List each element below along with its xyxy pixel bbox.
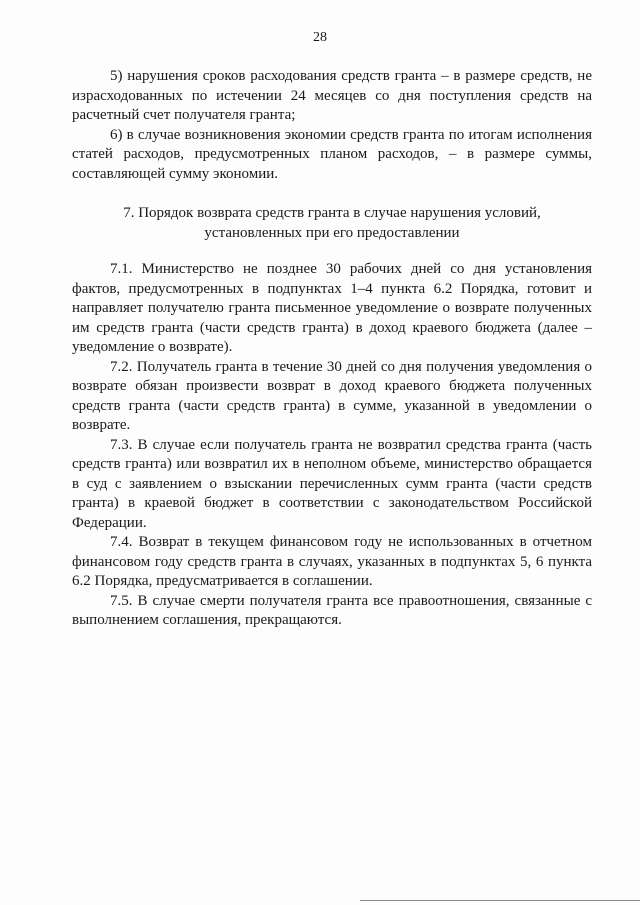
section-heading bbox=[72, 203, 592, 243]
page-number: 28 bbox=[313, 30, 327, 45]
document-body bbox=[72, 67, 592, 631]
section-heading-line-1: 7. Порядок возврата средств гранта в случае нарушения условий, bbox=[123, 205, 541, 221]
paragraph-7-3: 7.3. В случае если получатель гранта не возвратил средства гранта (часть средств гранта) или возвратил их в неполном объеме, министерство обращается в суд с заявлением о взыскании перечисленных сумм гранта (части средств гранта) в краевой бюджет в соответствии с законодательством Российской Федерации. bbox=[72, 436, 592, 531]
paragraph-7-1: 7.1. Министерство не позднее 30 рабочих дней со дня установления фактов, предусмотренных в подпунктах 1–4 пункта 6.2 Порядка, готовит и направляет получателю гранта письменное уведомление о возврате полученных им средств гранта (части средств гранта) в доход краевого бюджета (далее – уведомление о возврате). bbox=[72, 261, 592, 355]
paragraph-7-2: 7.2. Получатель гранта в течение 30 дней со дня получения уведомления о возврате обязан произвести возврат в доход краевого бюджета полученных средств гранта (части средств гранта) в сумме, указанной в уведомлении о возврате. bbox=[72, 358, 592, 433]
section-heading-line-2: установленных при его предоставлении bbox=[204, 225, 460, 241]
paragraph-item-6: 6) в случае возникновения экономии средств гранта по итогам исполнения статей расходов, предусмотренных планом расходов, – в размере суммы, составляющей сумму экономии. bbox=[72, 126, 592, 182]
paragraph-7-5: 7.5. В случае смерти получателя гранта все правоотношения, связанные с выполнением соглашения, прекращаются. bbox=[72, 592, 592, 628]
paragraph-7-4: 7.4. Возврат в текущем финансовом году не использованных в отчетном финансовом году средств гранта в случаях, указанных в подпунктах 5, 6 пункта 6.2 Порядка, предусматривается в соглашении. bbox=[72, 534, 592, 589]
paragraph-item-5: 5) нарушения сроков расходования средств гранта – в размере средств, не израсходованных по истечении 24 месяцев со дня поступления средств на расчетный счет получателя гранта; bbox=[72, 68, 592, 123]
scan-edge-line bbox=[360, 900, 640, 901]
